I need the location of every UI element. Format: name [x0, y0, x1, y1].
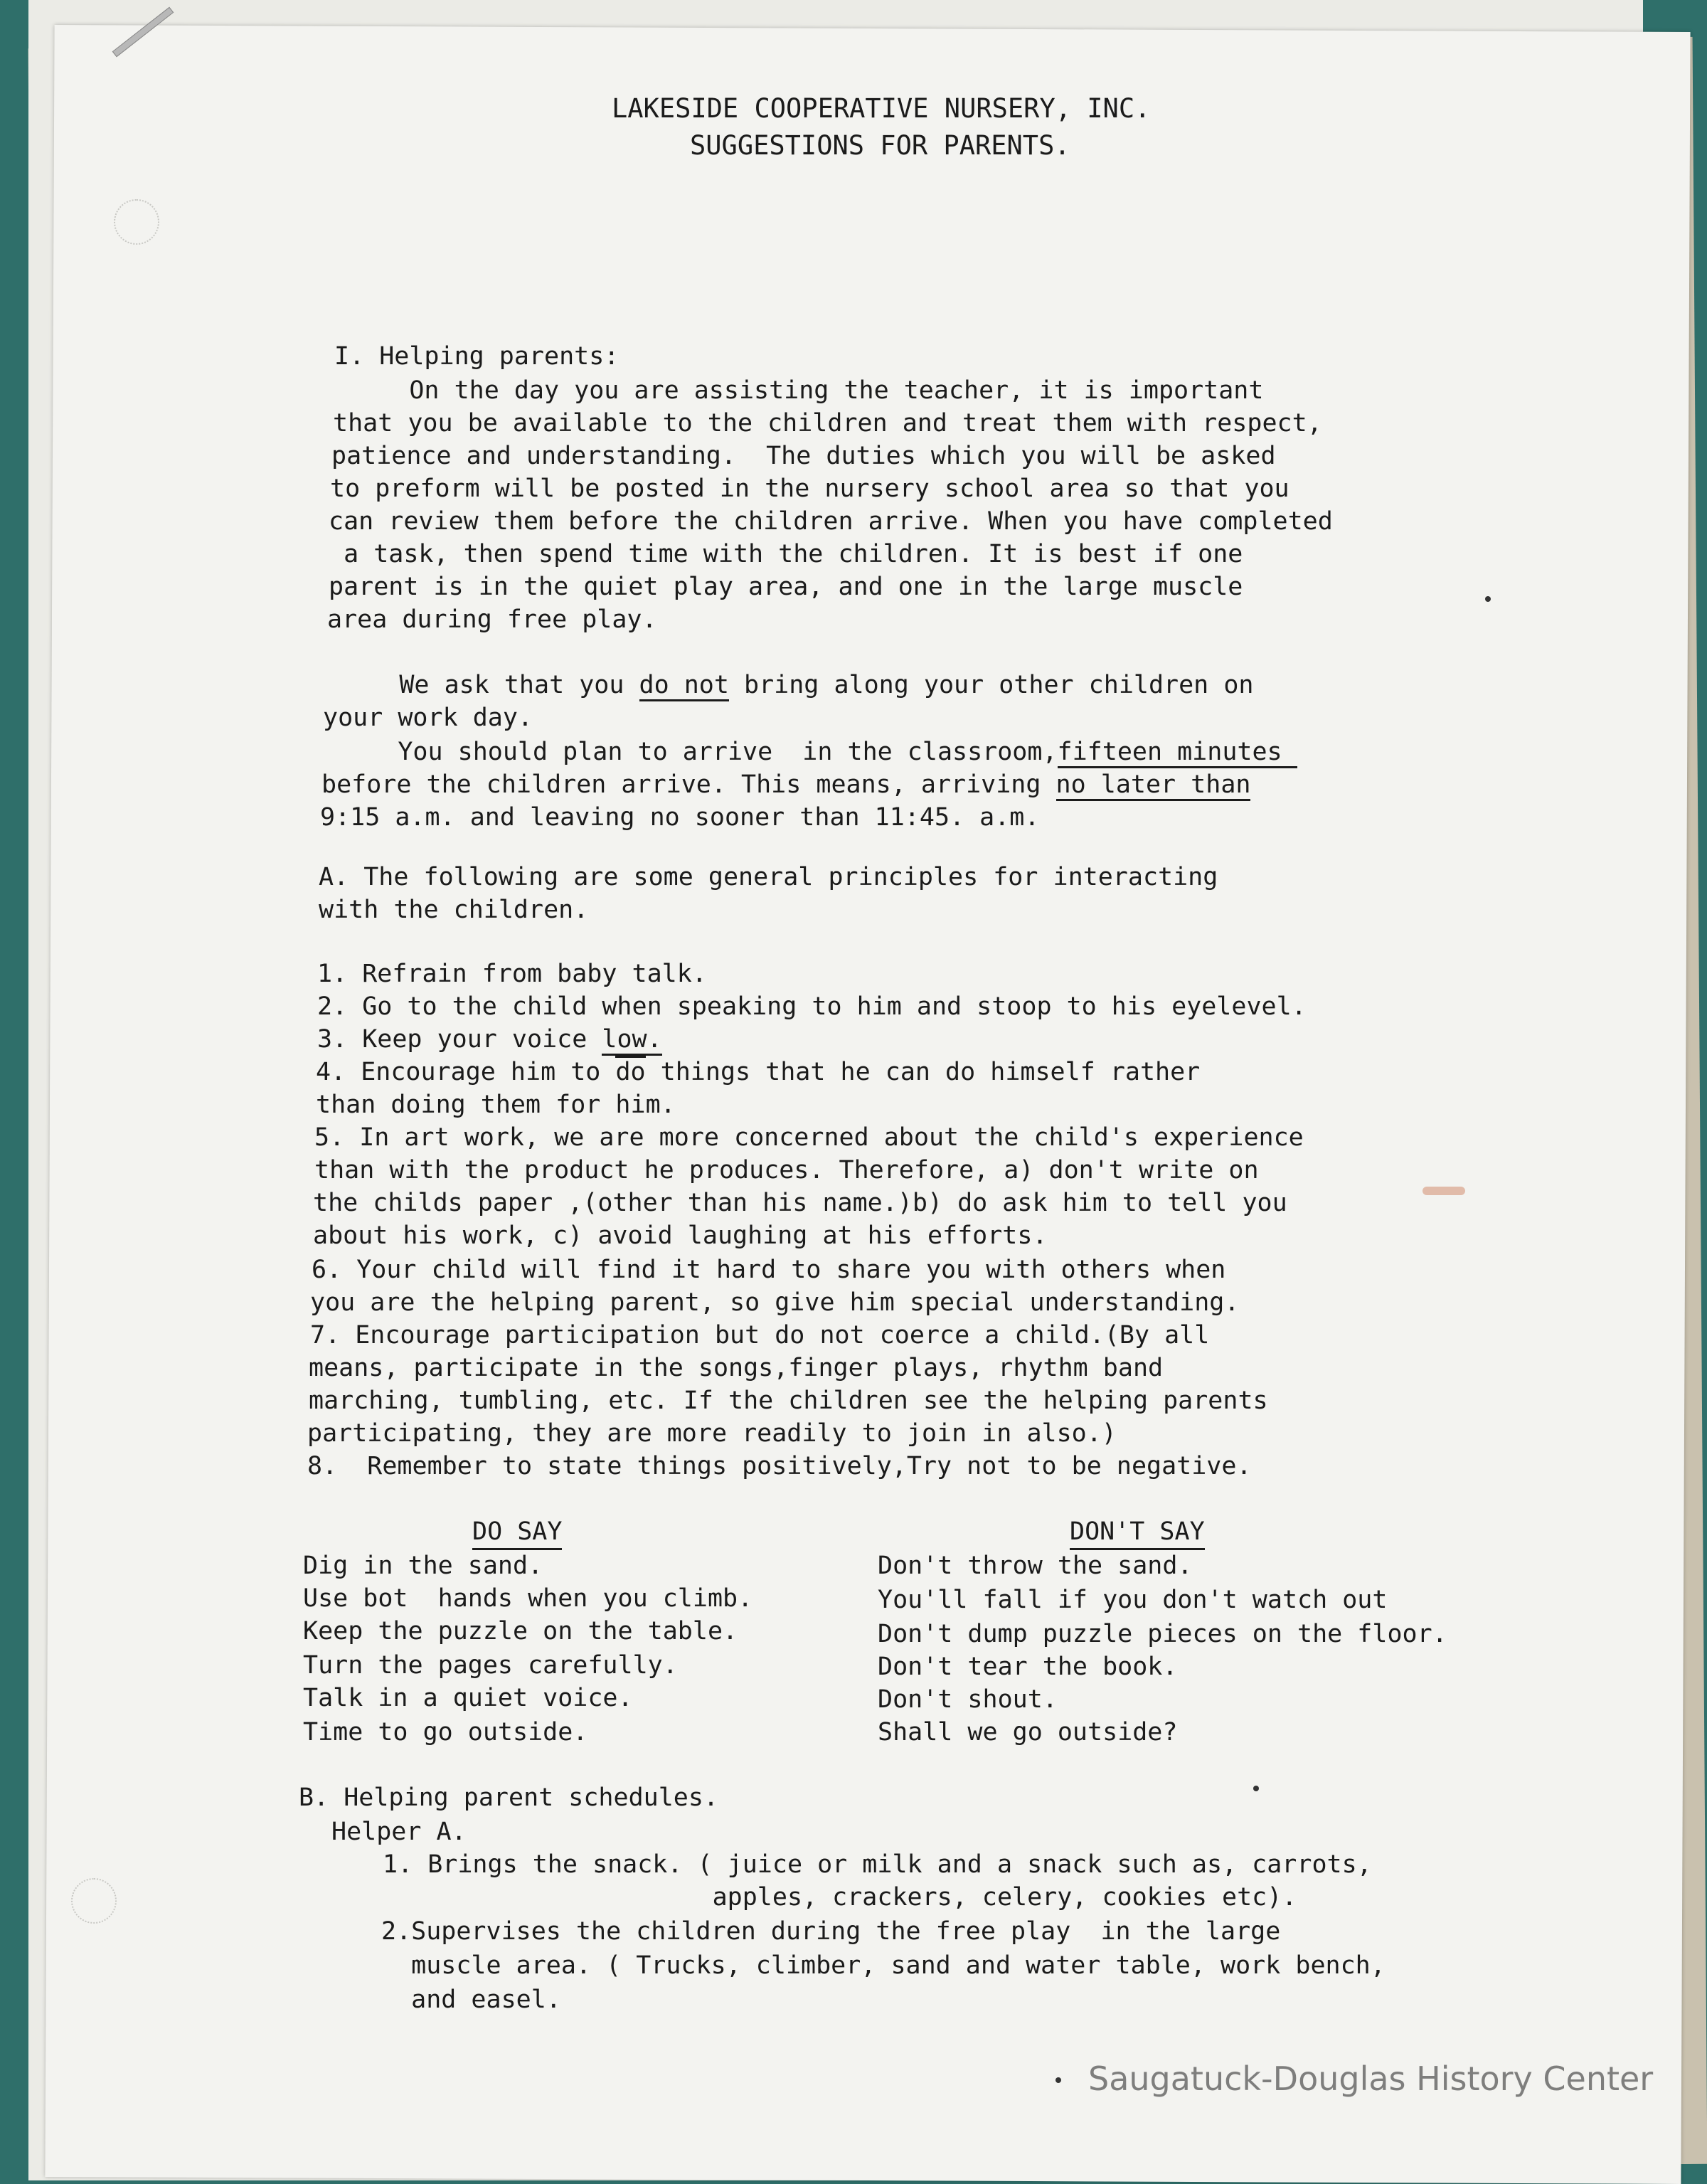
list-item: about his work, c) avoid laughing at his efforts. [313, 1221, 1048, 1250]
do-say-item: Keep the puzzle on the table. [303, 1617, 738, 1645]
list-item: 8. Remember to state things positively,Try not to be negative. [307, 1452, 1252, 1480]
paragraph-line: 9:15 a.m. and leaving no sooner than 11:45. a.m. [320, 803, 1040, 832]
list-item: you are the helping parent, so give him special understanding. [310, 1288, 1240, 1317]
list-item: 1. Refrain from baby talk. [317, 960, 707, 988]
list-item: 1. Brings the snack. ( juice or milk and a snack such as, carrots, [383, 1850, 1372, 1879]
list-item: 6. Your child will find it hard to share you with others when [312, 1256, 1226, 1284]
underlined-text: do not [639, 671, 729, 701]
paragraph-line: with the children. [319, 896, 589, 924]
list-item: the childs paper ,(other than his name.)b) do ask him to tell you [313, 1189, 1287, 1217]
section-heading: B. Helping parent schedules. [299, 1783, 719, 1812]
list-item: means, participate in the songs,finger plays, rhythm band [309, 1354, 1164, 1382]
list-item: 7. Encourage participation but do not coerce a child.(By all [310, 1321, 1210, 1350]
dont-say-item: You'll fall if you don't watch out [878, 1586, 1388, 1614]
list-item: 3. Keep your voice low. [317, 1023, 662, 1056]
dont-say-item: Shall we go outside? [878, 1718, 1178, 1746]
paragraph-line: A. The following are some general principles for interacting [319, 863, 1218, 891]
paragraph-line: can review them before the children arrive. When you have completed [329, 507, 1333, 536]
do-say-item: Time to go outside. [303, 1718, 588, 1746]
paragraph-line: We ask that you do not bring along your other children on [324, 669, 1253, 701]
list-item: participating, they are more readily to join in also.) [307, 1419, 1117, 1448]
paragraph-line: to preform will be posted in the nursery school area so that you [330, 475, 1289, 503]
list-item: than with the product he produces. Therefore, a) don't write on [314, 1156, 1259, 1184]
underlined-text: no later than [1056, 770, 1251, 801]
section-heading: I. Helping parents: [334, 342, 619, 371]
paragraph-line: before the children arrive. This means, arriving no later than [321, 768, 1250, 801]
list-item: than doing them for him. [316, 1091, 676, 1119]
list-item: apples, crackers, celery, cookies etc). [383, 1883, 1297, 1912]
do-say-item: Use bot hands when you climb. [303, 1584, 753, 1613]
paragraph-line: parent is in the quiet play area, and one in the large muscle [329, 573, 1243, 601]
do-say-item: Turn the pages carefully. [303, 1651, 678, 1680]
list-item: muscle area. ( Trucks, climber, sand and water table, work bench, [381, 1951, 1386, 1980]
paragraph-line: your work day. [323, 704, 533, 732]
paragraph-line: On the day you are assisting the teacher, it is important [334, 376, 1264, 405]
paragraph-line: patience and understanding. The duties which you will be asked [331, 442, 1276, 470]
dont-say-item: Don't tear the book. [878, 1653, 1178, 1681]
paragraph-line: area during free play. [327, 605, 657, 634]
document-subtitle: SUGGESTIONS FOR PARENTS. [690, 130, 1070, 161]
list-item: 4. Encourage him to do things that he can do himself rather [316, 1056, 1200, 1088]
watermark: Saugatuck-Douglas History Center [1088, 2060, 1654, 2098]
list-item: 2. Go to the child when speaking to him and stoop to his eyelevel. [317, 992, 1307, 1021]
underlined-text: fifteen minutes [1058, 738, 1297, 768]
dont-say-heading: DON'T SAY [1070, 1515, 1205, 1550]
do-say-item: Talk in a quiet voice. [303, 1684, 633, 1712]
overlined-text: do [615, 1056, 645, 1086]
list-item: 2.Supervises the children during the free play in the large [381, 1917, 1281, 1946]
dont-say-item: Don't dump puzzle pieces on the floor. [878, 1620, 1447, 1648]
dont-say-item: Don't throw the sand. [878, 1552, 1193, 1580]
list-item: and easel. [381, 1986, 561, 2014]
paragraph-line: a task, then spend time with the children. It is best if one [329, 540, 1243, 568]
underlined-text: low. [602, 1025, 661, 1056]
dont-say-item: Don't shout. [878, 1685, 1058, 1714]
paragraph-line: You should plan to arrive in the classroom,fifteen minutes [323, 736, 1297, 768]
do-say-item: Dig in the sand. [303, 1552, 543, 1580]
list-item: 5. In art work, we are more concerned about the child's experience [314, 1123, 1304, 1152]
paragraph-line: that you be available to the children and treat them with respect, [333, 409, 1322, 438]
document-title: LAKESIDE COOPERATIVE NURSERY, INC. [612, 93, 1151, 124]
do-say-heading: DO SAY [472, 1515, 562, 1550]
list-item: marching, tumbling, etc. If the children see the helping parents [309, 1387, 1268, 1415]
subheading: Helper A. [331, 1818, 467, 1846]
